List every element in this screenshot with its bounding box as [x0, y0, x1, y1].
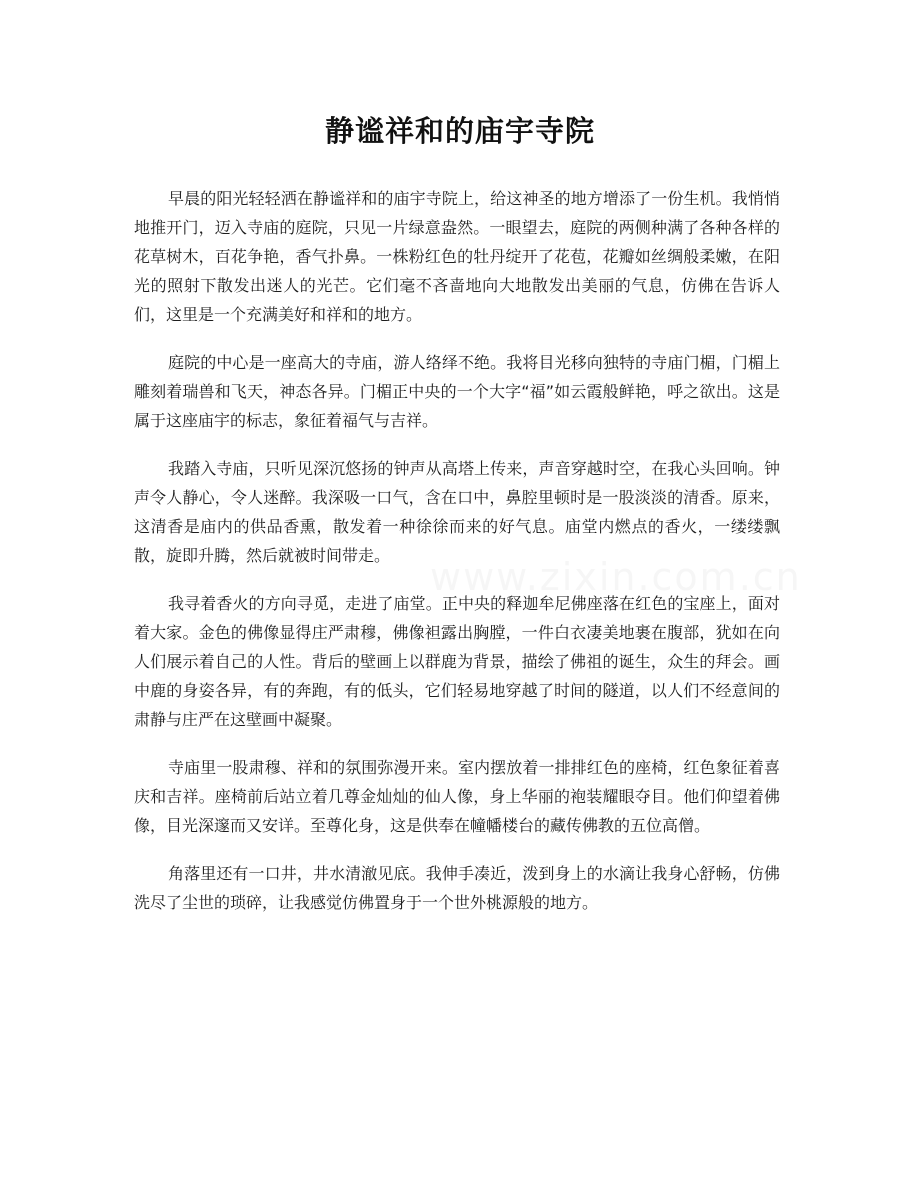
paragraph-2: 庭院的中心是一座高大的寺庙，游人络绎不绝。我将目光移向独特的寺庙门楣，门楣上雕刻着瑞兽和飞天，神态各异。门楣正中央的一个大字“福”如云霞般鲜艳，呼之欲出。这是属于这座庙宇的标志，象征着福气与吉祥。	[134, 353, 780, 430]
watermark: www.zixin.com.cn	[430, 555, 802, 599]
paragraph-5: 寺庙里一股肃穆、祥和的氛围弥漫开来。室内摆放着一排排红色的座椅，红色象征着喜庆和吉祥。座椅前后站立着几尊金灿灿的仙人像，身上华丽的袍装耀眼夺目。他们仰望着佛像，目光深邃而又安详。至尊化身，这是供奉在幢幡楼台的藏传佛教的五位高僧。	[134, 758, 780, 835]
document-title: 静谧祥和的庙宇寺院	[324, 114, 595, 148]
paragraph-6: 角落里还有一口井，井水清澈见底。我伸手凑近，泼到身上的水滴让我身心舒畅，仿佛洗尽了尘世的琐碎，让我感觉仿佛置身于一个世外桃源般的地方。	[134, 864, 780, 912]
paragraph-3: 我踏入寺庙，只听见深沉悠扬的钟声从高塔上传来，声音穿越时空，在我心头回响。钟声令人静心，令人迷醉。我深吸一口气，含在口中，鼻腔里顿时是一股淡淡的清香。原来，这清香是庙内的供品香熏，散发着一种徐徐而来的好气息。庙堂内燃点的香火，一缕缕飘散，旋即升腾，然后就被时间带走。	[134, 459, 780, 565]
paragraph-4: 我寻着香火的方向寻觅，走进了庙堂。正中央的释迦牟尼佛座落在红色的宝座上，面对着大家。金色的佛像显得庄严肃穆，佛像袒露出胸膛，一件白衣凄美地裹在腹部，犹如在向人们展示着自己的人性。背后的壁画上以群鹿为背景，描绘了佛祖的诞生，众生的拜会。画中鹿的身姿各异，有的奔跑，有的低头，它们轻易地穿越了时间的隧道，以人们不经意间的肃静与庄严在这壁画中凝聚。	[134, 594, 780, 729]
paragraph-1: 早晨的阳光轻轻洒在静谧祥和的庙宇寺院上，给这神圣的地方增添了一份生机。我悄悄地推开门，迈入寺庙的庭院，只见一片绿意盎然。一眼望去，庭院的两侧种满了各种各样的花草树木，百花争艳，香气扑鼻。一株粉红色的牡丹绽开了花苞，花瓣如丝绸般柔嫩，在阳光的照射下散发出迷人的光芒。它们毫不吝啬地向大地散发出美丽的气息，仿佛在告诉人们，这里是一个充满美好和祥和的地方。	[134, 189, 780, 324]
document-body	[134, 184, 780, 936]
